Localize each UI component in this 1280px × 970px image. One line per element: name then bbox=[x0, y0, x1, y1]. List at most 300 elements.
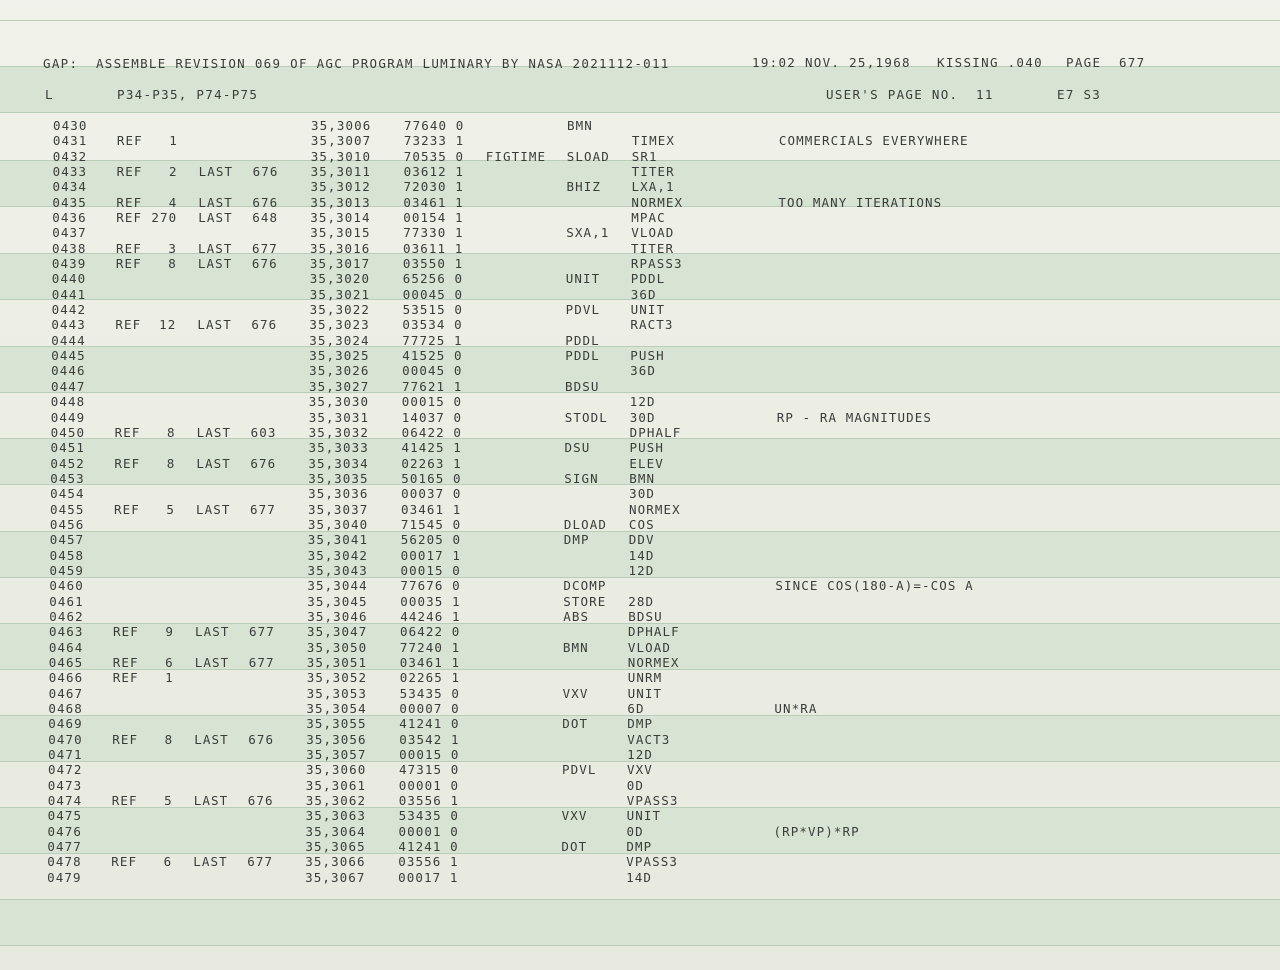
line-number: 0478 bbox=[47, 854, 82, 870]
listing-page-number: PAGE 677 bbox=[1066, 55, 1146, 70]
line-number: 0450 bbox=[50, 424, 86, 440]
last-page: 676 bbox=[252, 164, 279, 179]
address: 35,3011 bbox=[310, 164, 371, 179]
opcode: DOT bbox=[562, 716, 589, 732]
line-number: 0470 bbox=[48, 731, 83, 747]
opcode: PDDL bbox=[565, 332, 600, 348]
operand: 12D bbox=[627, 746, 653, 762]
line-number: 0451 bbox=[50, 440, 86, 456]
line-number: 0465 bbox=[48, 654, 84, 670]
ruled-line bbox=[0, 899, 1280, 900]
address: 35,3042 bbox=[307, 547, 368, 563]
operand: COS bbox=[628, 516, 655, 532]
octal-word: 77725 1 bbox=[402, 332, 463, 348]
opcode: DCOMP bbox=[563, 578, 607, 594]
listing-code: E7 S3 bbox=[1057, 87, 1102, 102]
line-number: 0476 bbox=[47, 823, 83, 839]
users-page-number: USER'S PAGE NO. 11 bbox=[826, 87, 994, 102]
last-page: 676 bbox=[248, 731, 275, 747]
operand: NORMEX bbox=[631, 194, 684, 210]
address: 35,3041 bbox=[307, 532, 369, 548]
line-number: 0449 bbox=[50, 409, 86, 425]
ref-count: 4 bbox=[168, 194, 178, 210]
ref-count: 1 bbox=[165, 670, 174, 686]
ref-count: 8 bbox=[168, 256, 177, 272]
operand: 0D bbox=[626, 823, 644, 839]
listing-title: GAP: ASSEMBLE REVISION 069 OF AGC PROGRAM LUMINARY BY NASA 2021112-011 bbox=[43, 56, 670, 71]
ref-keyword: REF bbox=[115, 317, 142, 333]
line-number: 0474 bbox=[47, 793, 83, 808]
opcode: PDVL bbox=[565, 302, 601, 318]
address: 35,3032 bbox=[308, 424, 369, 440]
octal-word: 03556 1 bbox=[398, 793, 460, 808]
operand: UNIT bbox=[630, 302, 666, 318]
address: 35,3012 bbox=[310, 179, 371, 195]
address: 35,3007 bbox=[310, 133, 372, 149]
opcode: VXV bbox=[562, 685, 589, 701]
last-keyword: LAST bbox=[194, 654, 230, 670]
last-page: 676 bbox=[251, 256, 278, 272]
address: 35,3015 bbox=[310, 225, 371, 241]
opcode: DOT bbox=[561, 839, 588, 854]
address: 35,3045 bbox=[307, 593, 368, 609]
address: 35,3031 bbox=[308, 409, 370, 425]
opcode: VXV bbox=[561, 808, 588, 824]
ref-count: 270 bbox=[151, 210, 178, 225]
line-number: 0431 bbox=[52, 133, 88, 149]
address: 35,3065 bbox=[305, 839, 366, 854]
octal-word: 77330 1 bbox=[403, 225, 464, 241]
address: 35,3020 bbox=[309, 271, 371, 287]
ruled-line bbox=[0, 112, 1280, 113]
address: 35,3022 bbox=[309, 302, 370, 318]
line-number: 0433 bbox=[52, 164, 88, 179]
line-number: 0479 bbox=[47, 869, 82, 885]
operand: 28D bbox=[628, 593, 655, 609]
operand: VLOAD bbox=[627, 639, 672, 655]
last-page: 676 bbox=[250, 455, 277, 471]
address: 35,3026 bbox=[309, 363, 370, 379]
address: 35,3047 bbox=[307, 624, 368, 640]
ruled-line bbox=[0, 20, 1280, 21]
operand: RACT3 bbox=[630, 317, 674, 333]
address: 35,3055 bbox=[306, 716, 367, 732]
ref-keyword: REF bbox=[111, 854, 138, 870]
operand: PUSH bbox=[630, 348, 665, 364]
octal-word: 03550 1 bbox=[402, 256, 464, 272]
ref-keyword: REF bbox=[114, 424, 141, 440]
operand: NORMEX bbox=[629, 501, 681, 517]
operand: VLOAD bbox=[631, 225, 675, 241]
last-page: 676 bbox=[252, 194, 279, 210]
operand: DMP bbox=[626, 839, 653, 854]
line-number: 0432 bbox=[52, 148, 88, 164]
last-keyword: LAST bbox=[193, 854, 228, 870]
address: 35,3036 bbox=[308, 486, 369, 502]
last-page: 603 bbox=[250, 424, 277, 440]
operand: RPASS3 bbox=[630, 256, 683, 272]
last-keyword: LAST bbox=[198, 164, 234, 179]
octal-word: 70535 0 bbox=[403, 148, 465, 164]
opcode: BDSU bbox=[565, 378, 600, 394]
line-number: 0477 bbox=[47, 839, 82, 854]
ref-count: 8 bbox=[166, 424, 176, 440]
listing-datetime: 19:02 NOV. 25,1968 bbox=[752, 55, 911, 70]
octal-word: 53435 0 bbox=[399, 685, 460, 701]
opcode: PDDL bbox=[565, 348, 600, 364]
address: 35,3050 bbox=[306, 639, 368, 655]
operand: 30D bbox=[629, 486, 655, 502]
last-page: 677 bbox=[250, 501, 276, 517]
opcode: DLOAD bbox=[563, 516, 608, 532]
operand: 14D bbox=[626, 869, 652, 885]
ref-count: 6 bbox=[163, 854, 173, 870]
ref-count: 9 bbox=[165, 624, 174, 640]
address: 35,3063 bbox=[305, 808, 366, 824]
address: 35,3014 bbox=[310, 210, 371, 225]
operand: 14D bbox=[628, 547, 655, 563]
listing-kissing: KISSING .040 bbox=[937, 55, 1043, 70]
line-number: 0453 bbox=[50, 470, 85, 486]
opcode: DMP bbox=[563, 532, 590, 548]
opcode: PDVL bbox=[562, 762, 597, 778]
line-number: 0452 bbox=[50, 455, 85, 471]
line-number: 0459 bbox=[49, 562, 85, 578]
last-keyword: LAST bbox=[193, 793, 229, 808]
address: 35,3054 bbox=[306, 700, 367, 716]
last-page: 677 bbox=[247, 854, 274, 870]
address: 35,3037 bbox=[308, 501, 369, 517]
last-keyword: LAST bbox=[195, 624, 230, 640]
comment: SINCE COS(180-A)=-COS A bbox=[775, 578, 974, 594]
line-number: 0458 bbox=[49, 547, 85, 563]
address: 35,3006 bbox=[311, 118, 372, 133]
opcode: STODL bbox=[564, 409, 608, 425]
comment: (RP*VP)*RP bbox=[773, 823, 860, 839]
line-number: 0443 bbox=[51, 317, 86, 333]
operand: TIMEX bbox=[631, 133, 676, 149]
octal-word: 00015 0 bbox=[400, 562, 461, 578]
ref-count: 8 bbox=[164, 731, 174, 747]
octal-word: 77676 0 bbox=[400, 578, 461, 594]
address: 35,3021 bbox=[309, 286, 371, 302]
operand: UNIT bbox=[626, 808, 662, 824]
ref-keyword: REF bbox=[116, 194, 143, 210]
ref-keyword: REF bbox=[114, 455, 141, 471]
octal-word: 00035 1 bbox=[400, 593, 461, 609]
octal-word: 02265 1 bbox=[399, 670, 461, 686]
line-number: 0466 bbox=[48, 670, 84, 686]
address: 35,3030 bbox=[308, 394, 370, 410]
octal-word: 71545 0 bbox=[400, 516, 462, 532]
operand: PDDL bbox=[630, 271, 666, 287]
operand: BDSU bbox=[628, 608, 663, 624]
address: 35,3010 bbox=[310, 148, 372, 164]
operand: PUSH bbox=[629, 440, 665, 456]
octal-word: 77621 1 bbox=[402, 378, 463, 394]
line-number: 0444 bbox=[51, 332, 86, 348]
octal-word: 06422 0 bbox=[400, 624, 461, 640]
line-number: 0473 bbox=[47, 777, 83, 793]
ref-keyword: REF bbox=[116, 210, 143, 225]
opcode: STORE bbox=[563, 593, 607, 609]
last-keyword: LAST bbox=[197, 256, 233, 272]
octal-word: 03612 1 bbox=[403, 164, 464, 179]
line-number: 0437 bbox=[52, 225, 87, 241]
symbol-label: FIGTIME bbox=[485, 148, 547, 164]
ref-keyword: REF bbox=[112, 731, 139, 747]
line-number: 0468 bbox=[48, 700, 83, 716]
last-keyword: LAST bbox=[196, 424, 232, 440]
last-keyword: LAST bbox=[197, 317, 232, 333]
operand: UNIT bbox=[627, 685, 663, 701]
ref-keyword: REF bbox=[113, 624, 139, 640]
last-page: 676 bbox=[247, 793, 274, 808]
ref-count: 5 bbox=[166, 501, 175, 517]
ref-keyword: REF bbox=[116, 133, 143, 149]
last-keyword: LAST bbox=[198, 240, 233, 256]
line-number: 0463 bbox=[49, 624, 84, 640]
operand: DPHALF bbox=[628, 624, 680, 640]
address: 35,3013 bbox=[310, 194, 371, 210]
address: 35,3062 bbox=[305, 793, 367, 808]
address: 35,3057 bbox=[306, 746, 367, 762]
octal-word: 06422 0 bbox=[401, 424, 462, 440]
operand: ELEV bbox=[629, 455, 664, 471]
comment: TOO MANY ITERATIONS bbox=[778, 194, 943, 210]
operand: LXA,1 bbox=[631, 179, 675, 195]
operand: 36D bbox=[630, 363, 656, 379]
octal-word: 41525 0 bbox=[402, 348, 463, 364]
listing-sub-l: L bbox=[45, 87, 54, 102]
address: 35,3043 bbox=[307, 562, 368, 578]
ref-count: 6 bbox=[165, 654, 174, 670]
octal-word: 03542 1 bbox=[399, 731, 460, 747]
ref-count: 1 bbox=[169, 133, 178, 149]
octal-word: 03461 1 bbox=[401, 501, 462, 517]
opcode: DSU bbox=[564, 440, 591, 456]
listing-program-range: P34-P35, P74-P75 bbox=[117, 87, 259, 102]
line-number: 0438 bbox=[52, 240, 87, 256]
octal-word: 00017 1 bbox=[400, 547, 461, 563]
operand: 6D bbox=[627, 700, 645, 716]
address: 35,3040 bbox=[307, 516, 369, 532]
operand: VACT3 bbox=[627, 731, 671, 747]
ruled-line bbox=[0, 392, 1280, 393]
octal-word: 00037 0 bbox=[401, 486, 462, 502]
octal-word: 00045 0 bbox=[402, 363, 463, 379]
operand: 12D bbox=[628, 562, 655, 578]
address: 35,3035 bbox=[308, 470, 369, 486]
octal-word: 77640 0 bbox=[404, 118, 465, 133]
octal-word: 03461 1 bbox=[399, 654, 461, 670]
octal-word: 03534 0 bbox=[402, 317, 463, 333]
line-number: 0454 bbox=[50, 486, 85, 502]
octal-word: 02263 1 bbox=[401, 455, 462, 471]
line-number: 0439 bbox=[51, 256, 87, 272]
opcode: BMN bbox=[567, 118, 593, 133]
line-number: 0436 bbox=[52, 210, 87, 225]
address: 35,3017 bbox=[309, 256, 371, 272]
last-page: 648 bbox=[252, 210, 279, 225]
address: 35,3060 bbox=[306, 762, 367, 778]
green-band bbox=[0, 899, 1280, 945]
operand: TITER bbox=[631, 164, 675, 179]
ref-keyword: REF bbox=[115, 256, 142, 272]
octal-word: 00017 1 bbox=[398, 869, 459, 885]
last-keyword: LAST bbox=[196, 455, 231, 471]
octal-word: 03461 1 bbox=[403, 194, 464, 210]
operand: BMN bbox=[629, 470, 656, 486]
octal-word: 14037 0 bbox=[401, 409, 463, 425]
line-number: 0464 bbox=[48, 639, 84, 655]
line-number: 0440 bbox=[51, 271, 87, 287]
line-number: 0446 bbox=[51, 363, 86, 379]
ref-count: 3 bbox=[168, 240, 177, 256]
operand: DPHALF bbox=[629, 424, 682, 440]
operand: VPASS3 bbox=[626, 854, 678, 870]
opcode: SIGN bbox=[564, 470, 599, 486]
address: 35,3033 bbox=[308, 440, 369, 456]
address: 35,3027 bbox=[309, 378, 370, 394]
operand: NORMEX bbox=[627, 654, 680, 670]
octal-word: 41241 0 bbox=[399, 716, 460, 732]
operand: 36D bbox=[630, 286, 657, 302]
opcode: BMN bbox=[562, 639, 589, 655]
last-page: 676 bbox=[251, 317, 278, 333]
octal-word: 00001 0 bbox=[398, 823, 459, 839]
line-number: 0455 bbox=[50, 501, 85, 517]
address: 35,3066 bbox=[305, 854, 366, 870]
line-number: 0471 bbox=[48, 746, 83, 762]
line-number: 0461 bbox=[49, 593, 84, 609]
ruled-line bbox=[0, 945, 1280, 946]
octal-word: 65256 0 bbox=[402, 271, 464, 287]
line-number: 0430 bbox=[53, 118, 88, 133]
comment: COMMERCIALS EVERYWHERE bbox=[778, 133, 969, 149]
comment: RP - RA MAGNITUDES bbox=[776, 409, 932, 425]
line-number: 0469 bbox=[48, 716, 83, 732]
octal-word: 53515 0 bbox=[402, 302, 463, 318]
ref-count: 2 bbox=[168, 164, 178, 179]
octal-word: 00007 0 bbox=[399, 700, 460, 716]
octal-word: 03611 1 bbox=[403, 240, 464, 256]
address: 35,3067 bbox=[305, 869, 366, 885]
operand: TITER bbox=[631, 240, 675, 256]
address: 35,3061 bbox=[305, 777, 367, 793]
octal-word: 00001 0 bbox=[398, 777, 460, 793]
line-number: 0448 bbox=[50, 394, 86, 410]
ruled-line bbox=[0, 346, 1280, 347]
octal-word: 41241 0 bbox=[398, 839, 459, 854]
operand: DDV bbox=[628, 532, 655, 548]
octal-word: 03556 1 bbox=[398, 854, 459, 870]
address: 35,3034 bbox=[308, 455, 369, 471]
ref-count: 8 bbox=[166, 455, 176, 471]
address: 35,3056 bbox=[306, 731, 367, 747]
last-page: 677 bbox=[249, 624, 275, 640]
address: 35,3016 bbox=[310, 240, 371, 256]
line-number: 0475 bbox=[47, 808, 83, 824]
ref-keyword: REF bbox=[116, 164, 143, 179]
last-page: 677 bbox=[252, 240, 278, 256]
operand: 30D bbox=[629, 409, 656, 425]
operand: VPASS3 bbox=[626, 793, 679, 808]
line-number: 0442 bbox=[51, 302, 87, 318]
opcode: BHIZ bbox=[566, 179, 602, 195]
octal-word: 00015 0 bbox=[401, 394, 463, 410]
last-keyword: LAST bbox=[194, 731, 229, 747]
octal-word: 00045 0 bbox=[402, 286, 464, 302]
ref-keyword: REF bbox=[116, 240, 142, 256]
octal-word: 53435 0 bbox=[398, 808, 459, 824]
last-keyword: LAST bbox=[198, 210, 233, 225]
operand: SR1 bbox=[631, 148, 658, 164]
octal-word: 00015 0 bbox=[399, 746, 460, 762]
line-number: 0472 bbox=[48, 762, 83, 778]
octal-word: 77240 1 bbox=[399, 639, 461, 655]
address: 35,3053 bbox=[306, 685, 367, 701]
address: 35,3051 bbox=[306, 654, 368, 670]
address: 35,3064 bbox=[305, 823, 366, 839]
line-number: 0434 bbox=[52, 179, 88, 195]
octal-word: 00154 1 bbox=[403, 210, 464, 225]
address: 35,3023 bbox=[309, 317, 370, 333]
operand: 0D bbox=[626, 777, 645, 793]
operand: VXV bbox=[627, 762, 653, 778]
line-number: 0445 bbox=[51, 348, 86, 364]
line-number: 0467 bbox=[48, 685, 84, 701]
operand: DMP bbox=[627, 716, 654, 732]
operand: 12D bbox=[629, 394, 656, 410]
octal-word: 56205 0 bbox=[400, 532, 462, 548]
operand: MPAC bbox=[631, 210, 666, 225]
octal-word: 41425 1 bbox=[401, 440, 462, 456]
opcode: SXA,1 bbox=[566, 225, 610, 241]
address: 35,3046 bbox=[307, 608, 368, 624]
octal-word: 47315 0 bbox=[399, 762, 460, 778]
operand: UNRM bbox=[627, 670, 663, 686]
line-number: 0457 bbox=[49, 532, 85, 548]
ref-keyword: REF bbox=[111, 793, 138, 808]
octal-word: 50165 0 bbox=[401, 470, 462, 486]
address: 35,3025 bbox=[309, 348, 370, 364]
ref-count: 5 bbox=[164, 793, 173, 808]
opcode: SLOAD bbox=[566, 148, 610, 164]
ref-keyword: REF bbox=[112, 654, 139, 670]
ref-count: 12 bbox=[159, 317, 177, 333]
line-number: 0435 bbox=[52, 194, 87, 210]
line-number: 0462 bbox=[49, 608, 84, 624]
line-number: 0441 bbox=[51, 286, 87, 302]
opcode: UNIT bbox=[565, 271, 601, 287]
last-keyword: LAST bbox=[196, 501, 231, 517]
last-page: 677 bbox=[248, 654, 275, 670]
octal-word: 73233 1 bbox=[403, 133, 465, 149]
octal-word: 72030 1 bbox=[403, 179, 464, 195]
opcode: ABS bbox=[563, 608, 590, 624]
comment: UN*RA bbox=[774, 700, 818, 716]
ref-keyword: REF bbox=[112, 670, 139, 686]
address: 35,3052 bbox=[306, 670, 368, 686]
line-number: 0456 bbox=[49, 516, 85, 532]
ref-keyword: REF bbox=[114, 501, 140, 517]
line-number: 0447 bbox=[51, 378, 86, 394]
address: 35,3024 bbox=[309, 332, 370, 348]
last-keyword: LAST bbox=[198, 194, 233, 210]
address: 35,3044 bbox=[307, 578, 368, 594]
line-number: 0460 bbox=[49, 578, 84, 594]
